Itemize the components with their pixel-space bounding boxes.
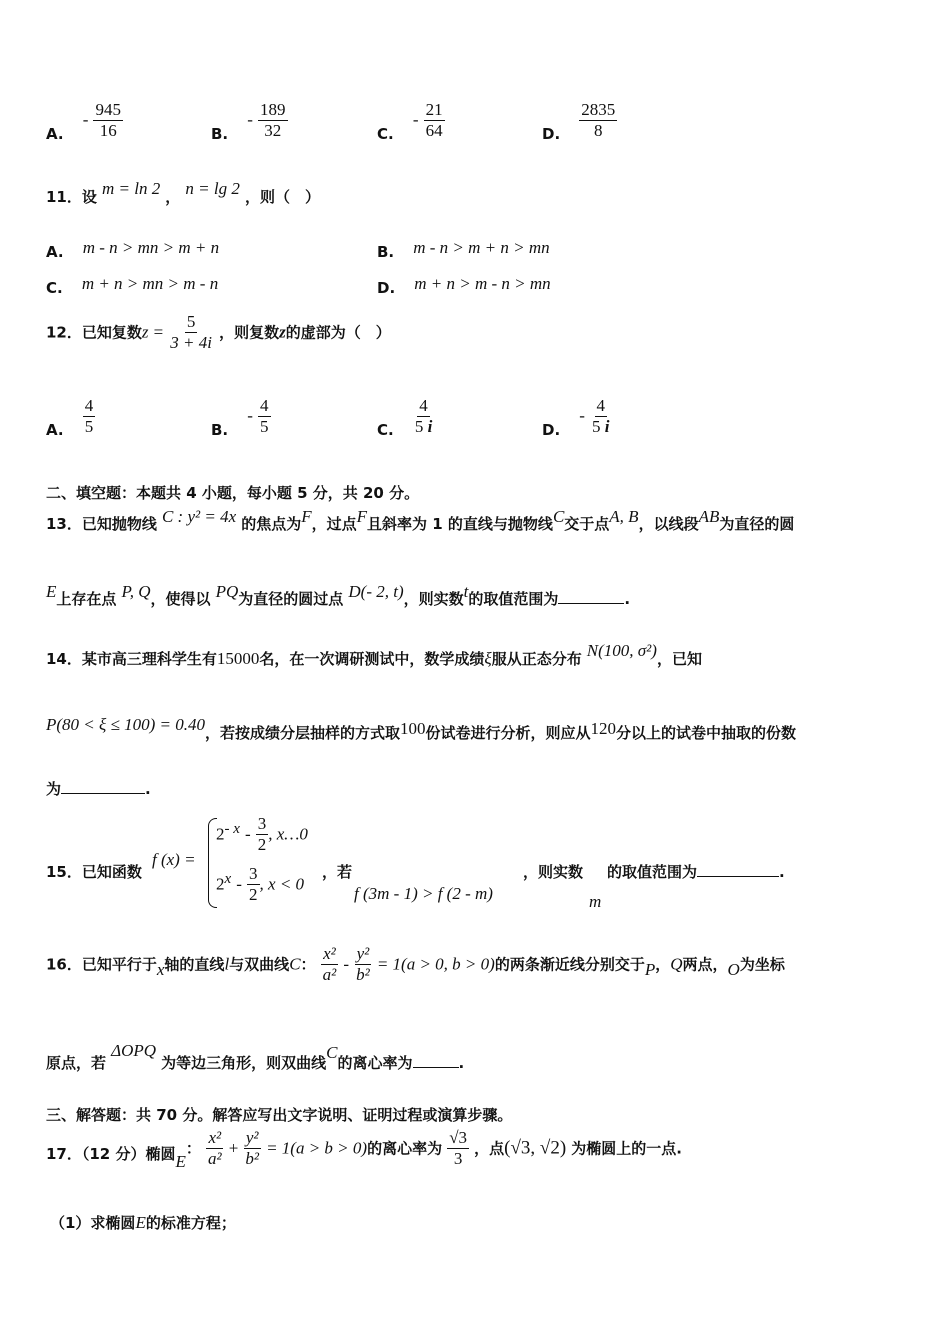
q16-c2: C [326, 1043, 338, 1062]
q12-option-c [377, 396, 434, 438]
q12-option-d [542, 396, 612, 438]
q11-comma: ， [165, 188, 181, 206]
q12-option-d-den-value: 5 [592, 417, 601, 437]
q12-tail: ，则复数 [219, 323, 280, 342]
q14-t3: 服从正态分布 [491, 650, 582, 668]
q17-t4: ，点 [474, 1139, 505, 1158]
q13-pq: P, Q [121, 582, 151, 601]
q16-den2: b² [356, 965, 370, 985]
q12-option-d-suffix: i [604, 417, 610, 437]
q15-answer-blank [697, 862, 779, 877]
q16-t11: 的离心率为 [337, 1054, 413, 1072]
q12-fraction [168, 312, 214, 354]
q12-option-a-fraction [83, 396, 96, 438]
q13-answer-blank [558, 589, 624, 604]
q10-option-d-den: 8 [594, 121, 603, 141]
q13-t11: ，则实数 [403, 590, 464, 608]
q10-option-a [46, 100, 123, 142]
q12-option-b-den [258, 417, 271, 437]
q17-eden: 3 [453, 1149, 463, 1169]
q13-line-2 [46, 582, 631, 609]
q11-option-b-expr: m - n > m + n > mn [413, 238, 550, 257]
q14-dist: N(100, σ²) [586, 641, 657, 660]
q17-t5: 为椭圆上的一点. [571, 1139, 682, 1158]
q12-option-c-num: 4 [417, 396, 430, 417]
q12-z: z [141, 322, 149, 342]
q10-option-c-fraction [424, 100, 445, 142]
q10-option-d-label: D. [542, 125, 561, 144]
q14-answer-blank [61, 779, 145, 794]
q15-t2: ，若 [322, 863, 353, 881]
q10-option-b-sign: - [247, 110, 253, 130]
q11-option-b-label: B. [377, 243, 395, 261]
q12-option-b-fraction [258, 396, 271, 438]
q10-option-d [542, 100, 617, 142]
q13-t9: ，使得以 [150, 590, 211, 608]
q13-ab2: AB [698, 507, 720, 526]
q11-option-c-expr: m + n > mn > m - n [81, 274, 219, 293]
q11-stem [46, 179, 320, 207]
q15-case2-den: 2 [249, 885, 258, 905]
q12-option-a-num: 4 [83, 396, 96, 417]
q16-t6: ， [655, 955, 671, 974]
q16-num1: x² [321, 944, 338, 965]
q16-t5: 的两条渐近线分别交于 [494, 955, 645, 974]
q16-q: Q [670, 954, 683, 974]
q10-option-d-fraction [579, 100, 617, 142]
q16-line-1 [46, 944, 785, 986]
q10-option-a-den: 16 [99, 121, 117, 141]
q12-option-d-num: 4 [595, 396, 608, 417]
q11-option-c [46, 274, 219, 298]
q16-tri: ΔOPQ [111, 1041, 157, 1060]
q17-plus: + [228, 1138, 239, 1158]
q16-t2: 轴的直线 [164, 955, 225, 974]
q11-tail: ，则（ ） [244, 188, 320, 206]
q16-t8: 为坐标 [739, 955, 785, 974]
q14-t5: ，若按成绩分层抽样的方式取 [205, 724, 401, 742]
q14-line-2 [46, 715, 797, 743]
q14-score: 120 [590, 719, 617, 738]
q10-option-b-label: B. [211, 125, 229, 144]
q15-tail [607, 861, 785, 882]
q11-number: 11．设 [46, 188, 97, 206]
q15-case2-cond: , x < 0 [259, 874, 305, 894]
q12-option-a-den [83, 417, 96, 437]
q17-t2: ： [185, 1139, 201, 1158]
q13-pq2: PQ [215, 582, 239, 601]
q16-t10: 为等边三角形，则双曲线 [161, 1054, 327, 1072]
q12-option-a [46, 396, 95, 438]
q14-n: 100 [400, 719, 426, 738]
q12-number: 12．已知复数 [46, 323, 142, 342]
q12-stem [46, 312, 391, 354]
q12-option-b-den-value: 5 [260, 417, 269, 437]
q11-option-c-label: C. [46, 279, 63, 297]
q15-case1-base: 2 [216, 824, 225, 844]
q16-t4: ： [300, 955, 316, 974]
q17-stem [46, 1128, 682, 1170]
q10-option-b-num: 189 [258, 100, 288, 121]
q15-t3: ，则实数 [523, 863, 584, 881]
q10-option-b-fraction [258, 100, 288, 142]
q16-t7: 两点， [682, 955, 728, 974]
q16-t1: 16．已知平行于 [46, 955, 157, 974]
q15-ineq: f (3m - 1) > f (2 - m) [354, 884, 493, 903]
q11-option-d [377, 274, 551, 298]
q15-m: m [589, 892, 602, 911]
q13-end: . [624, 590, 631, 608]
q11-option-a [46, 238, 220, 262]
q13-c: C [552, 507, 565, 526]
q17-num1: x² [206, 1128, 223, 1149]
q12-option-b-label: B. [211, 421, 229, 440]
q12-option-b [211, 396, 271, 438]
q16-line-2 [46, 1041, 465, 1073]
q14-xi: ξ [484, 649, 492, 668]
q15-end: . [779, 863, 785, 881]
q16-l: l [224, 954, 230, 974]
q11-option-a-label: A. [46, 243, 64, 261]
q12-option-b-num: 4 [258, 396, 271, 417]
q13-t6: ，以线段 [638, 515, 699, 533]
q12-tail2: 的虚部为（ ） [285, 323, 391, 342]
q12-option-a-label: A. [46, 421, 64, 440]
q10-option-c-label: C. [377, 125, 394, 144]
q13-curve: C : y² = 4x [161, 507, 237, 526]
q14-line-1 [46, 641, 702, 669]
q16-den1: a² [322, 965, 337, 985]
q13-t12: 的取值范围为 [468, 590, 559, 608]
q11-option-d-expr: m + n > m - n > mn [414, 274, 551, 293]
q10-option-c-sign: - [412, 110, 419, 130]
q10-option-a-sign: - [82, 110, 89, 130]
q14-t6: 份试卷进行分析，则应从 [425, 724, 591, 742]
q15-case2-exp: x [224, 871, 232, 888]
q10-option-d-num: 2835 [579, 100, 617, 121]
q14-t1: 14．某市高三理科学生有 [46, 650, 217, 668]
q13-t8: 上存在点 [56, 590, 117, 608]
q11-n-def: n = lg 2 [185, 179, 240, 198]
q14-line-3 [46, 778, 151, 799]
q11-option-b [377, 238, 550, 262]
q16-t3: 与双曲线 [229, 955, 290, 974]
q14-t7: 分以上的试卷中抽取的份数 [616, 724, 797, 742]
q13-t-var: t [463, 582, 469, 601]
q16-minus: - [343, 954, 350, 974]
q15-case1-fraction [256, 814, 269, 856]
q12-option-a-den-value: 5 [84, 417, 94, 437]
q15-case2-num: 3 [247, 864, 260, 885]
q17-cond: = 1(a > b > 0) [266, 1138, 368, 1158]
q15-case-2 [216, 864, 304, 906]
q13-e: E [46, 582, 57, 601]
q16-o: O [727, 960, 740, 980]
q12-option-c-den-value: 5 [414, 417, 424, 437]
q13-f2: F [356, 507, 368, 526]
q17-den2: b² [245, 1149, 259, 1169]
q12-z2: z [279, 322, 286, 342]
q17-sub1b: 的标准方程； [145, 1214, 236, 1232]
q17-sub1-e: E [135, 1213, 146, 1232]
q10-option-b-den: 32 [264, 121, 282, 141]
q13-t4: 且斜率为 1 的直线与抛物线 [367, 515, 553, 533]
q10-option-a-label: A. [46, 125, 64, 144]
q12-option-c-label: C. [377, 421, 394, 440]
q13-t1: 13．已知抛物线 [46, 515, 157, 533]
q12-option-d-sign: - [579, 406, 585, 426]
q16-frac-x [321, 944, 339, 986]
q15-case1-den: 2 [257, 835, 267, 855]
q13-d: D(- 2, t) [348, 582, 404, 601]
q10-option-a-fraction [93, 100, 123, 142]
q17-point: (√3, √2) [504, 1137, 567, 1159]
q10-option-a-num: 945 [93, 100, 123, 121]
q15-case1-exp: - x [224, 821, 240, 838]
q12-option-c-den [413, 417, 434, 437]
q15-case-1 [216, 814, 308, 856]
q13-t5: 交于点 [564, 515, 610, 533]
q13-f: F [301, 507, 312, 526]
q17-t3: 的离心率为 [367, 1139, 443, 1158]
q10-option-c-num: 21 [424, 100, 445, 121]
q12-option-b-sign: - [247, 406, 253, 426]
q15-case2-base: 2 [216, 874, 225, 894]
q16-frac-y [354, 944, 372, 986]
q17-sub-1 [50, 1212, 236, 1233]
q17-e: E [175, 1152, 186, 1172]
q12-eq: = [153, 322, 164, 342]
q16-x: x [156, 960, 165, 980]
q15-case1-minus: - [245, 824, 251, 844]
q14-t4: ，已知 [656, 650, 702, 668]
q15-t4: 的取值范围为 [607, 863, 698, 881]
q12-option-c-suffix: i [427, 417, 433, 437]
q12-den: 3 + 4i [170, 333, 212, 353]
q15-case1-num: 3 [256, 814, 269, 835]
q15-t1: 15．已知函数 [46, 863, 142, 881]
q15-case1-cond: , x…0 [268, 824, 308, 844]
q14-t8: 为 [46, 780, 62, 798]
q12-option-d-label: D. [542, 421, 561, 440]
q10-option-c-den: 64 [425, 121, 443, 141]
q13-t10: 为直径的圆过点 [238, 590, 344, 608]
q16-p: P [644, 960, 656, 980]
q16-answer-blank [413, 1053, 459, 1068]
section-3-heading: 三、解答题：共 70 分。解答应写出文字说明、证明过程或演算步骤。 [46, 1106, 513, 1124]
q17-num2: y² [244, 1128, 261, 1149]
q17-eccentricity [447, 1128, 469, 1170]
q16-end: . [458, 1054, 465, 1072]
q14-count: 15000 [216, 649, 260, 668]
q17-t1: 17．（12 分）椭圆 [46, 1145, 176, 1164]
q16-t9: 原点，若 [46, 1054, 107, 1072]
q12-option-d-fraction [590, 396, 611, 438]
q13-ab: A, B [609, 507, 639, 526]
q16-c: C [289, 954, 301, 974]
q16-cond: = 1(a > 0, b > 0) [376, 954, 495, 974]
q12-option-c-fraction [413, 396, 434, 438]
section-2-heading: 二、填空题：本题共 4 小题，每小题 5 分，共 20 分。 [46, 484, 420, 502]
q14-prob: P(80 < ξ ≤ 100) = 0.40 [46, 715, 206, 734]
q16-num2: y² [355, 944, 372, 965]
q17-enum: √3 [447, 1128, 469, 1149]
q14-t2: 名，在一次调研测试中，数学成绩 [259, 650, 485, 668]
q11-option-a-expr: m - n > mn > m + n [82, 238, 220, 257]
q17-sub1a: （1）求椭圆 [50, 1214, 136, 1232]
q13-t2: 的焦点为 [241, 515, 302, 533]
q12-option-d-den [590, 417, 611, 437]
q10-option-b [211, 100, 288, 142]
q17-frac-x [206, 1128, 224, 1170]
q11-m-def: m = ln 2 [101, 179, 161, 198]
q17-den1: a² [207, 1149, 222, 1169]
q11-option-d-label: D. [377, 279, 396, 297]
q12-num: 5 [185, 312, 198, 333]
q13-t7: 为直径的圆 [719, 515, 795, 533]
q10-option-c [377, 100, 445, 142]
q17-frac-y [243, 1128, 261, 1170]
q13-t3: ，过点 [311, 515, 357, 533]
q15-case2-fraction [247, 864, 260, 906]
q14-end: . [145, 780, 151, 798]
q15-fx: f (x) = [152, 850, 196, 869]
q15-case2-minus: - [236, 874, 242, 894]
q13-line-1 [46, 507, 795, 534]
